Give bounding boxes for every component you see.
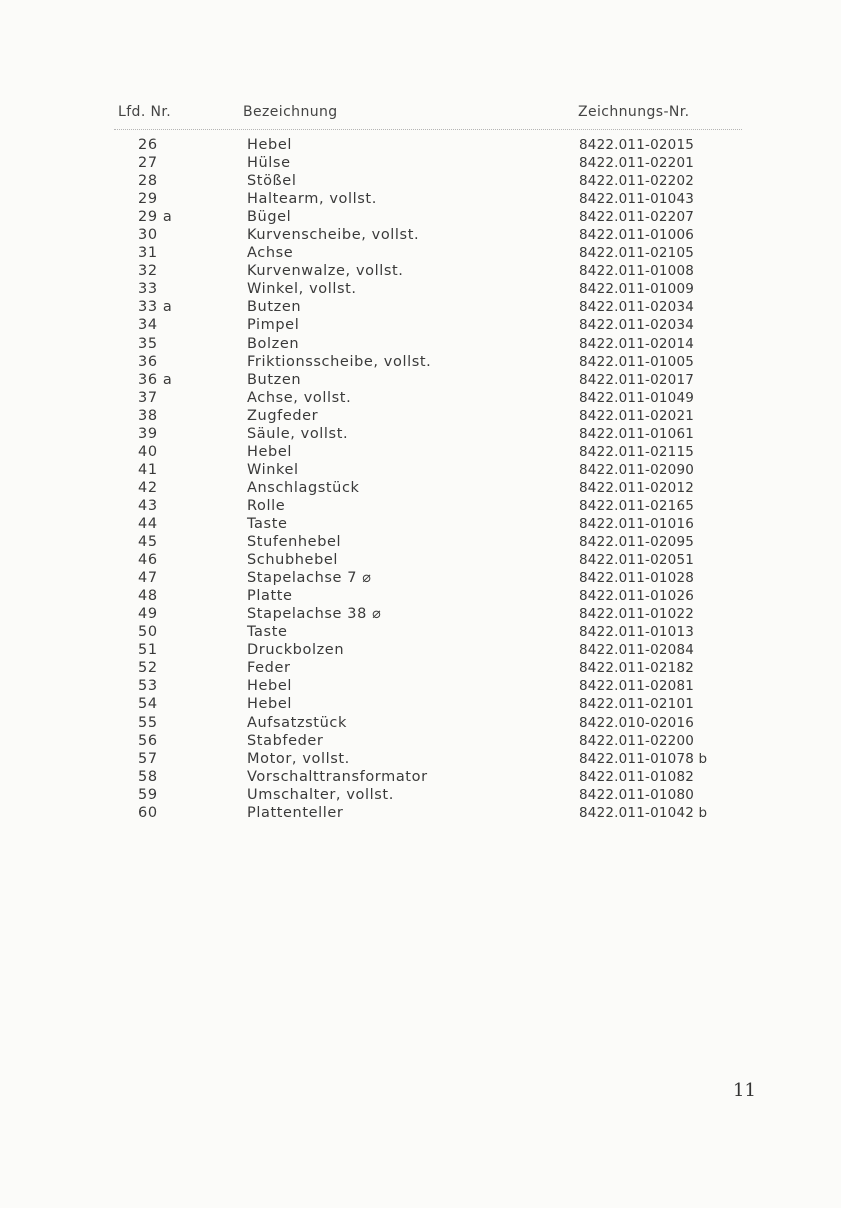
row-nr: 33: [138, 281, 158, 298]
table-row: [0, 443, 841, 461]
table-row: [0, 750, 841, 768]
row-zeichnungs-nr: 8422.011-01009: [579, 281, 695, 298]
row-nr: 49: [138, 606, 158, 623]
row-zeichnungs-nr: 8422.011-02051: [579, 552, 695, 569]
row-zeichnungs-nr: 8422.011-01016: [579, 515, 695, 532]
table-row: [0, 641, 841, 659]
row-bezeichnung: Butzen: [247, 371, 302, 388]
row-zeichnungs-nr: 8422.011-01008: [579, 263, 695, 280]
row-nr: 46: [138, 552, 158, 569]
table-row: [0, 533, 841, 551]
row-zeichnungs-nr: 8422.011-02165: [579, 497, 695, 514]
table-row: [0, 714, 841, 732]
table-row: [0, 425, 841, 443]
row-zeichnungs-nr: 8422.011-02021: [579, 407, 695, 424]
page-number: 11: [733, 1080, 756, 1101]
row-bezeichnung: Winkel: [247, 461, 299, 478]
row-nr: 54: [138, 696, 158, 713]
row-nr: 28: [138, 173, 158, 190]
row-bezeichnung: Hebel: [247, 443, 292, 460]
row-bezeichnung: Motor, vollst.: [247, 750, 350, 767]
row-bezeichnung: Kurvenscheibe, vollst.: [247, 227, 420, 244]
row-zeichnungs-nr: 8422.011-02017: [579, 371, 695, 388]
table-row: [0, 154, 841, 172]
row-bezeichnung: Aufsatzstück: [247, 714, 347, 731]
row-bezeichnung: Stapelachse 7 ⌀: [247, 570, 372, 587]
row-bezeichnung: Druckbolzen: [247, 642, 345, 659]
row-zeichnungs-nr: 8422.011-01022: [579, 606, 695, 623]
table-row: [0, 262, 841, 280]
row-nr: 42: [138, 479, 158, 496]
row-zeichnungs-nr: 8422.011-01013: [579, 624, 695, 641]
table-row: [0, 659, 841, 677]
table-row: [0, 244, 841, 262]
table-row: [0, 389, 841, 407]
row-bezeichnung: Bügel: [247, 209, 292, 226]
row-zeichnungs-nr: 8422.010-02016: [579, 714, 695, 731]
row-bezeichnung: Pimpel: [247, 317, 300, 334]
row-bezeichnung: Hebel: [247, 678, 292, 695]
row-bezeichnung: Kurvenwalze, vollst.: [247, 263, 404, 280]
row-bezeichnung: Butzen: [247, 299, 302, 316]
row-nr: 44: [138, 515, 158, 532]
table-row: [0, 226, 841, 244]
row-zeichnungs-nr: 8422.011-02081: [579, 678, 695, 695]
row-nr: 52: [138, 660, 158, 677]
table-row: [0, 316, 841, 334]
row-nr: 56: [138, 732, 158, 749]
row-nr: 34: [138, 317, 158, 334]
row-nr: 35: [138, 335, 158, 352]
row-nr: 37: [138, 389, 158, 406]
row-bezeichnung: Anschlagstück: [247, 479, 360, 496]
table-row: [0, 479, 841, 497]
table-row: [0, 515, 841, 533]
row-bezeichnung: Zugfeder: [247, 407, 319, 424]
row-bezeichnung: Haltearm, vollst.: [247, 191, 377, 208]
table-row: [0, 298, 841, 316]
table-row: [0, 569, 841, 587]
table-row: [0, 587, 841, 605]
table-row: [0, 335, 841, 353]
table-row: [0, 136, 841, 154]
row-nr: 29: [138, 191, 158, 208]
row-bezeichnung: Taste: [247, 624, 288, 641]
row-bezeichnung: Stufenhebel: [247, 534, 342, 551]
table-row: [0, 623, 841, 641]
row-zeichnungs-nr: 8422.011-01042 b: [579, 804, 708, 821]
row-zeichnungs-nr: 8422.011-01005: [579, 353, 695, 370]
row-bezeichnung: Hebel: [247, 696, 292, 713]
row-nr: 53: [138, 678, 158, 695]
row-bezeichnung: Rolle: [247, 497, 286, 514]
row-zeichnungs-nr: 8422.011-01078 b: [579, 750, 708, 767]
row-nr: 33 a: [138, 299, 173, 316]
table-row: [0, 786, 841, 804]
table-row: [0, 371, 841, 389]
row-nr: 36: [138, 353, 158, 370]
table-row: [0, 732, 841, 750]
row-zeichnungs-nr: 8422.011-02207: [579, 209, 695, 226]
row-nr: 31: [138, 245, 158, 262]
row-zeichnungs-nr: 8422.011-02201: [579, 155, 695, 172]
table-row: [0, 677, 841, 695]
row-zeichnungs-nr: 8422.011-02084: [579, 642, 695, 659]
row-zeichnungs-nr: 8422.011-01082: [579, 768, 695, 785]
row-zeichnungs-nr: 8422.011-01061: [579, 425, 695, 442]
row-zeichnungs-nr: 8422.011-01006: [579, 227, 695, 244]
table-row: [0, 497, 841, 515]
row-nr: 58: [138, 768, 158, 785]
row-nr: 51: [138, 642, 158, 659]
row-bezeichnung: Schubhebel: [247, 552, 339, 569]
row-nr: 38: [138, 407, 158, 424]
row-zeichnungs-nr: 8422.011-02200: [579, 732, 695, 749]
table-row: [0, 461, 841, 479]
row-zeichnungs-nr: 8422.011-02095: [579, 534, 695, 551]
row-zeichnungs-nr: 8422.011-02105: [579, 245, 695, 262]
row-nr: 36 a: [138, 371, 173, 388]
row-zeichnungs-nr: 8422.011-02012: [579, 479, 695, 496]
row-bezeichnung: Stapelachse 38 ⌀: [247, 606, 382, 623]
row-bezeichnung: Stößel: [247, 173, 297, 190]
row-nr: 55: [138, 714, 158, 731]
row-nr: 40: [138, 443, 158, 460]
table-row: [0, 804, 841, 822]
row-nr: 32: [138, 263, 158, 280]
row-zeichnungs-nr: 8422.011-02115: [579, 443, 695, 460]
row-zeichnungs-nr: 8422.011-02090: [579, 461, 695, 478]
row-zeichnungs-nr: 8422.011-01080: [579, 786, 695, 803]
row-bezeichnung: Feder: [247, 660, 291, 677]
header-divider: [114, 129, 742, 130]
row-zeichnungs-nr: 8422.011-02202: [579, 173, 695, 190]
table-row: [0, 768, 841, 786]
row-nr: 29 a: [138, 209, 173, 226]
row-zeichnungs-nr: 8422.011-02034: [579, 299, 695, 316]
table-row: [0, 605, 841, 623]
row-bezeichnung: Säule, vollst.: [247, 425, 349, 442]
row-zeichnungs-nr: 8422.011-02015: [579, 137, 695, 153]
row-zeichnungs-nr: 8422.011-02034: [579, 317, 695, 334]
row-nr: 26: [138, 137, 158, 153]
table-row: [0, 280, 841, 298]
row-nr: 30: [138, 227, 158, 244]
row-bezeichnung: Platte: [247, 588, 293, 605]
table-row: [0, 208, 841, 226]
row-nr: 48: [138, 588, 158, 605]
row-zeichnungs-nr: 8422.011-02182: [579, 660, 695, 677]
row-zeichnungs-nr: 8422.011-02014: [579, 335, 695, 352]
table-row: [0, 172, 841, 190]
row-bezeichnung: Achse, vollst.: [247, 389, 352, 406]
row-nr: 50: [138, 624, 158, 641]
column-header-bezeichnung: Bezeichnung: [243, 104, 338, 120]
row-nr: 27: [138, 155, 158, 172]
row-bezeichnung: Umschalter, vollst.: [247, 786, 394, 803]
row-zeichnungs-nr: 8422.011-01043: [579, 191, 695, 208]
row-bezeichnung: Taste: [247, 515, 288, 532]
row-zeichnungs-nr: 8422.011-01028: [579, 570, 695, 587]
row-bezeichnung: Hebel: [247, 137, 292, 153]
row-zeichnungs-nr: 8422.011-01026: [579, 588, 695, 605]
row-zeichnungs-nr: 8422.011-02101: [579, 696, 695, 713]
row-bezeichnung: Friktionsscheibe, vollst.: [247, 353, 432, 370]
parts-list: [0, 136, 841, 822]
table-row: [0, 190, 841, 208]
column-header-zeichnungs-nr: Zeichnungs-Nr.: [578, 104, 690, 120]
row-nr: 57: [138, 750, 158, 767]
row-nr: 47: [138, 570, 158, 587]
table-row: [0, 551, 841, 569]
column-header-nr: Lfd. Nr.: [118, 104, 172, 120]
table-row: [0, 353, 841, 371]
row-bezeichnung: Bolzen: [247, 335, 300, 352]
row-nr: 45: [138, 534, 158, 551]
row-bezeichnung: Vorschalttransformator: [247, 768, 428, 785]
row-zeichnungs-nr: 8422.011-01049: [579, 389, 695, 406]
row-bezeichnung: Achse: [247, 245, 294, 262]
table-row: [0, 695, 841, 713]
row-nr: 60: [138, 804, 158, 821]
row-nr: 43: [138, 497, 158, 514]
row-bezeichnung: Hülse: [247, 155, 291, 172]
row-bezeichnung: Winkel, vollst.: [247, 281, 357, 298]
row-bezeichnung: Plattenteller: [247, 804, 344, 821]
row-nr: 59: [138, 786, 158, 803]
table-row: [0, 407, 841, 425]
row-bezeichnung: Stabfeder: [247, 732, 324, 749]
row-nr: 41: [138, 461, 158, 478]
row-nr: 39: [138, 425, 158, 442]
